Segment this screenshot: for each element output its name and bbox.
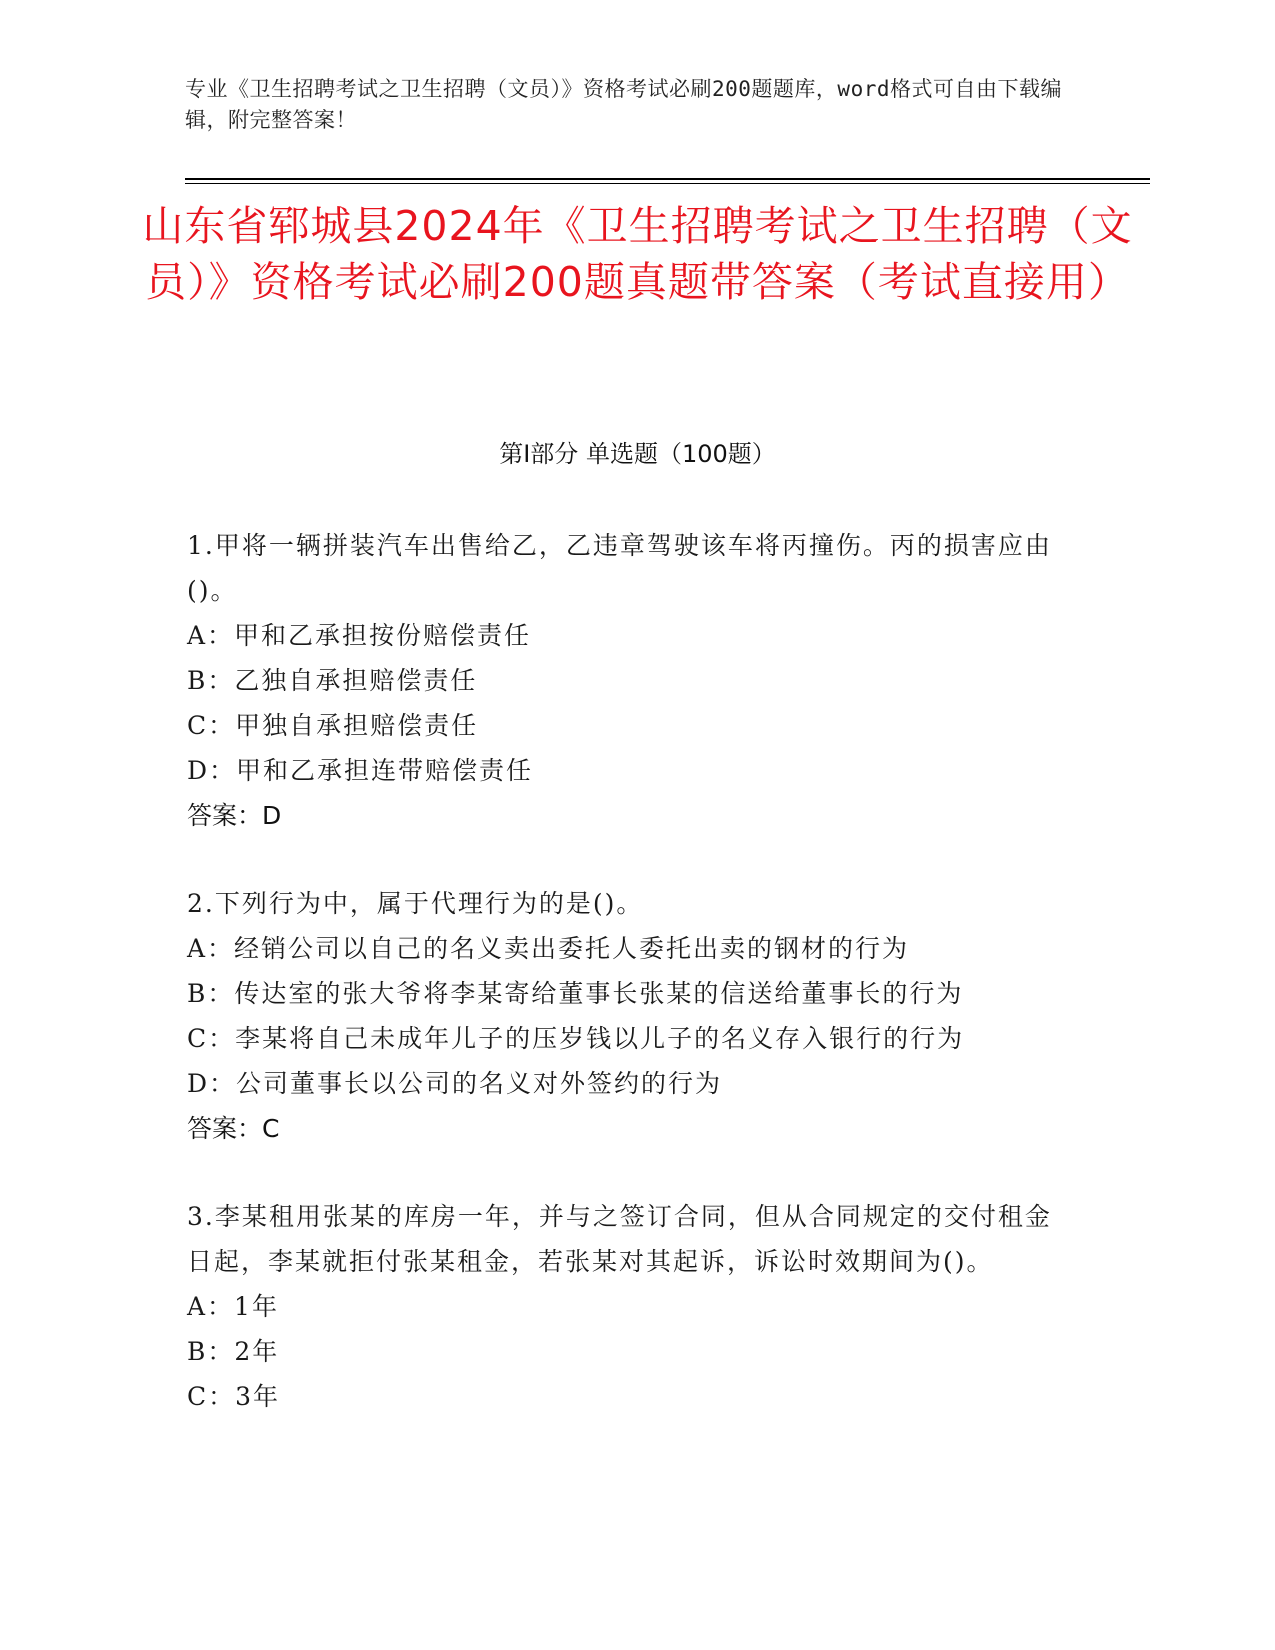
option-d: D：甲和乙承担连带赔偿责任 (187, 756, 534, 785)
question-stem: 1.甲将一辆拼装汽车出售给乙，乙违章驾驶该车将丙撞伤。丙的损害应由()。 (187, 531, 1052, 605)
document-title: 山东省郓城县2024年《卫生招聘考试之卫生招聘（文员）》资格考试必刷200题真题带答案（考试直接用） (142, 202, 1133, 306)
option-a: A：1年 (187, 1292, 279, 1321)
header-divider-thick (185, 178, 1150, 180)
question-2 (187, 881, 1067, 1151)
header-note: 专业《卫生招聘考试之卫生招聘（文员）》资格考试必刷200题题库，word格式可自由下载编辑，附完整答案！ (185, 77, 1062, 132)
question-1 (187, 523, 1067, 838)
option-b: B：乙独自承担赔偿责任 (187, 666, 478, 695)
option-a: A：经销公司以自己的名义卖出委托人委托出卖的钢材的行为 (187, 934, 910, 963)
option-a: A：甲和乙承担按份赔偿责任 (187, 621, 532, 650)
option-b: B：2年 (187, 1337, 280, 1366)
option-b: B：传达室的张大爷将李某寄给董事长张某的信送给董事长的行为 (187, 979, 964, 1008)
option-c: C：李某将自己未成年儿子的压岁钱以儿子的名义存入银行的行为 (187, 1024, 965, 1053)
answer: 答案：C (187, 1114, 280, 1143)
header-divider-thin (185, 183, 1150, 184)
answer: 答案：D (187, 801, 282, 830)
section-title: 第Ⅰ部分 单选题（100题） (499, 440, 776, 468)
question-stem: 3.李某租用张某的库房一年，并与之签订合同，但从合同规定的交付租金日起，李某就拒付张某租金，若张某对其起诉，诉讼时效期间为()。 (187, 1202, 1052, 1276)
option-c: C：3年 (187, 1382, 281, 1411)
option-c: C：甲独自承担赔偿责任 (187, 711, 479, 740)
question-stem: 2.下列行为中，属于代理行为的是()。 (187, 889, 644, 918)
question-3 (187, 1194, 1067, 1419)
option-d: D：公司董事长以公司的名义对外签约的行为 (187, 1069, 723, 1098)
question-list (187, 523, 1067, 1462)
